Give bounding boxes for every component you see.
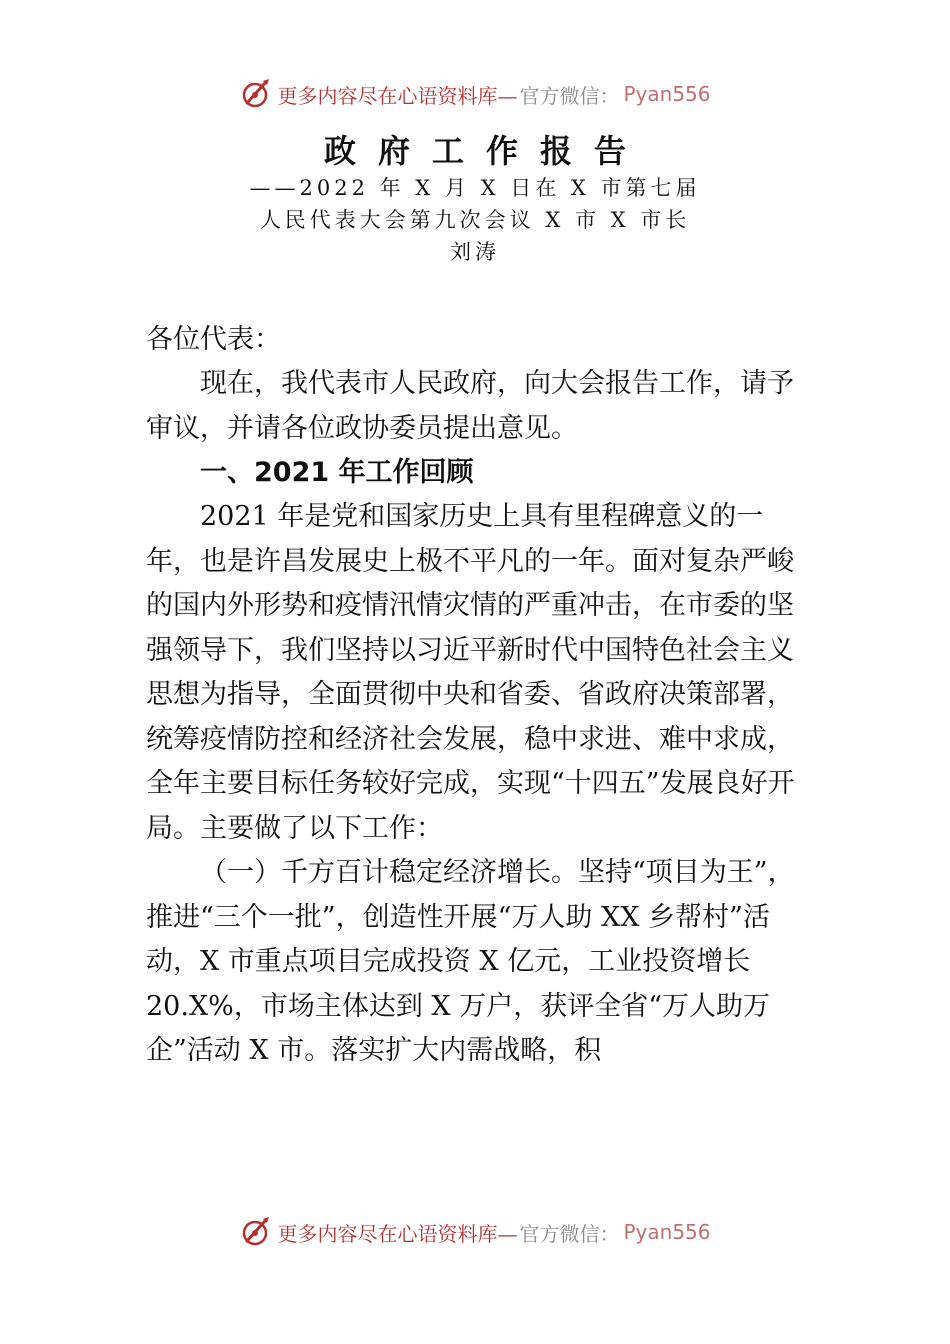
brush-seal-icon (239, 77, 273, 111)
review-paragraph: 2021 年是党和国家历史上具有里程碑意义的一年，也是许昌发展史上极不平凡的一年。面对复杂严峻的国内外形势和疫情汛情灾情的严重冲击，在市委的坚强领导下，我们坚持以习近平新时代中国特色社会主义思想为指导，全面贯彻中央和省委、省政府决策部署，统筹疫情防控和经济社会发展，稳中求进、难中求成，全年主要目标任务较好完成，实现“十四五”发展良好开局。主要做了以下工作： (146, 501, 795, 844)
watermark-wechat-id: Pyan556 (623, 1220, 711, 1244)
watermark-site-text: 更多内容尽在心语资料库— (277, 83, 518, 108)
intro-paragraph: 现在，我代表市人民政府，向大会报告工作，请予审议，并请各位政协委员提出意见。 (146, 368, 794, 444)
watermark-official-text: 官方微信： (519, 1221, 620, 1246)
watermark-footer (0, 1212, 950, 1252)
subtitle-line-1: ——2022 年 X 月 X 日在 X 市第七届 (249, 176, 701, 200)
subtitle-line-3: 刘涛 (450, 240, 500, 264)
subtitle-line-2: 人民代表大会第九次会议 X 市 X 市长 (259, 208, 691, 232)
greeting: 各位代表： (146, 324, 281, 355)
brush-seal-icon (239, 1215, 273, 1249)
watermark-header (0, 74, 950, 114)
document-title: 政府工作报告 (323, 132, 648, 170)
point-1-paragraph: （一）千方百计稳定经济增长。坚持“项目为王”，推进“三个一批”，创造性开展“万人助 XX 乡帮村”活动，X 市重点项目完成投资 X 亿元，工业投资增长 20.X%，市场主体达到 X 万户，获评全省“万人助万企”活动 X 市。落实扩大内需战略，积 (146, 857, 795, 1066)
watermark-site-text: 更多内容尽在心语资料库— (277, 1221, 518, 1246)
section-heading: 一、2021 年工作回顾 (200, 457, 474, 488)
watermark-wechat-id: Pyan556 (623, 82, 711, 106)
watermark-official-text: 官方微信： (519, 83, 620, 108)
